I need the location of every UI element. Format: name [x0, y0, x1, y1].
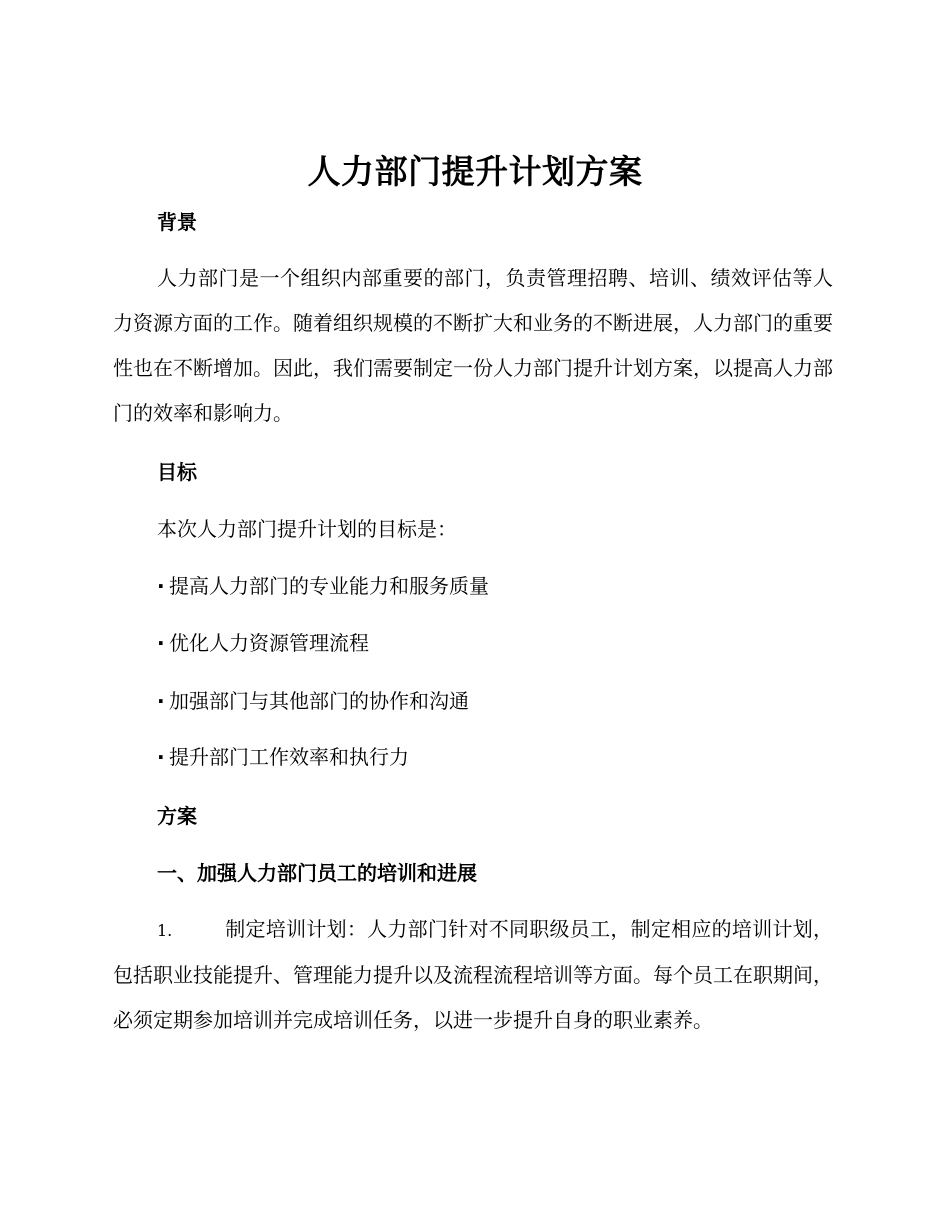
goal-item-text: 提高人力部门的专业能力和服务质量: [169, 574, 489, 598]
goal-list-item: [157, 571, 489, 601]
numbered-paragraph-text: 制定培训计划：人力部门针对不同职级员工，制定相应的培训计划，包括职业技能提升、管理能力提升以及流程流程培训等方面。每个员工在职期间，必须定期参加培训并完成培训任务，以进一步提升自身的职业素养。: [113, 917, 833, 1032]
list-number: 1.: [157, 921, 173, 940]
background-paragraph: 人力部门是一个组织内部重要的部门，负责管理招聘、培训、绩效评估等人力资源方面的工作。随着组织规模的不断扩大和业务的不断进展，人力部门的重要性也在不断增加。因此，我们需要制定一份人力部门提升计划方案，以提高人力部门的效率和影响力。: [113, 266, 833, 425]
plan-subheading: 一、加强人力部门员工的培训和进展: [157, 861, 477, 885]
goal-item-text: 提升部门工作效率和执行力: [169, 745, 409, 769]
goal-item-text: 优化人力资源管理流程: [169, 631, 369, 655]
bullet-marker: ·: [157, 631, 165, 655]
bullet-marker: ·: [157, 574, 165, 598]
goals-intro: 本次人力部门提升计划的目标是：: [157, 517, 457, 541]
goal-list-item: [157, 628, 369, 658]
goal-list-item: [157, 686, 469, 716]
goal-item-text: 加强部门与其他部门的协作和沟通: [169, 689, 469, 713]
section-heading-plan: 方案: [157, 804, 197, 828]
section-heading-goals: 目标: [157, 460, 197, 484]
document-title: 人力部门提升计划方案: [307, 152, 643, 191]
bullet-marker: ·: [157, 689, 165, 713]
bullet-marker: ·: [157, 745, 165, 769]
goal-list-item: [157, 742, 409, 772]
section-heading-background: 背景: [157, 210, 197, 234]
numbered-paragraph: [113, 907, 833, 1043]
